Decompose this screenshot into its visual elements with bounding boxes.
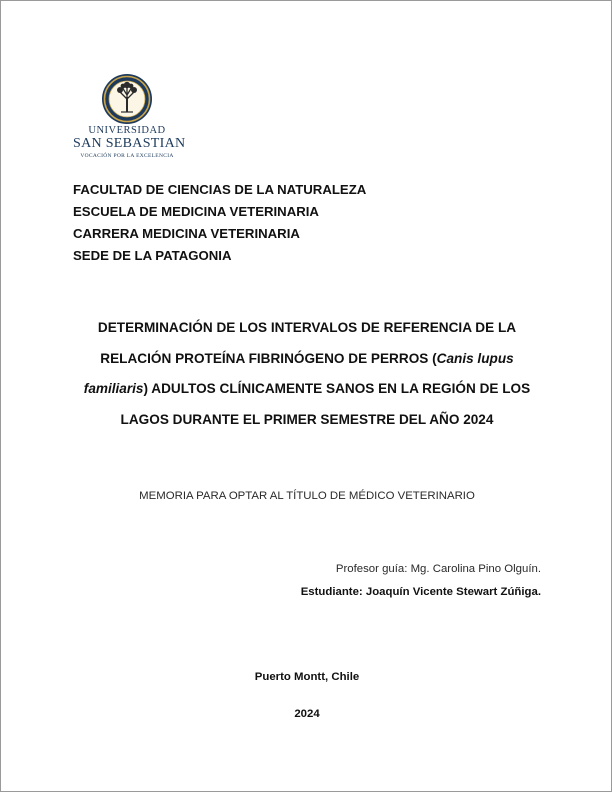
- advisor-line: Profesor guía: Mg. Carolina Pino Olguín.: [335, 563, 541, 575]
- year-line: 2024: [294, 708, 320, 720]
- institution-block: [73, 179, 366, 267]
- degree-statement: MEMORIA PARA OPTAR AL TÍTULO DE MÉDICO VETERINARIO: [139, 490, 475, 502]
- title-line-1: DETERMINACIÓN DE LOS INTERVALOS DE REFERENCIA DE LA: [97, 320, 517, 335]
- university-logo: [73, 71, 186, 163]
- title-line-3-text: ) ADULTOS CLÍNICAMENTE SANOS EN LA REGIÓN DE LOS: [143, 381, 531, 396]
- scientific-name-part-1: Canis lupus: [436, 350, 514, 366]
- title-line-4: LAGOS DURANTE EL PRIMER SEMESTRE DEL AÑO 2024: [120, 411, 494, 427]
- title-line-3: [61, 374, 553, 405]
- title-line-2-text: RELACIÓN PROTEÍNA FIBRINÓGENO DE PERROS (: [100, 350, 437, 366]
- university-seal-icon: [101, 73, 153, 125]
- scientific-name-part-2: familiaris: [83, 381, 144, 396]
- logo-university-name: SAN SEBASTIAN: [73, 136, 186, 151]
- thesis-title: [61, 313, 553, 435]
- career-name: CARRERA MEDICINA VETERINARIA: [73, 226, 300, 241]
- logo-university-label: UNIVERSIDAD: [88, 125, 166, 136]
- student-line: Estudiante: Joaquín Vicente Stewart Zúñiga.: [300, 586, 541, 598]
- campus-name: SEDE DE LA PATAGONIA: [73, 248, 232, 263]
- logo-motto: VOCACIÓN POR LA EXCELENCIA: [80, 153, 174, 159]
- title-line-2: [61, 344, 553, 375]
- faculty-name: FACULTAD DE CIENCIAS DE LA NATURALEZA: [73, 182, 367, 197]
- school-name: ESCUELA DE MEDICINA VETERINARIA: [73, 204, 319, 219]
- place-line: Puerto Montt, Chile: [254, 671, 360, 683]
